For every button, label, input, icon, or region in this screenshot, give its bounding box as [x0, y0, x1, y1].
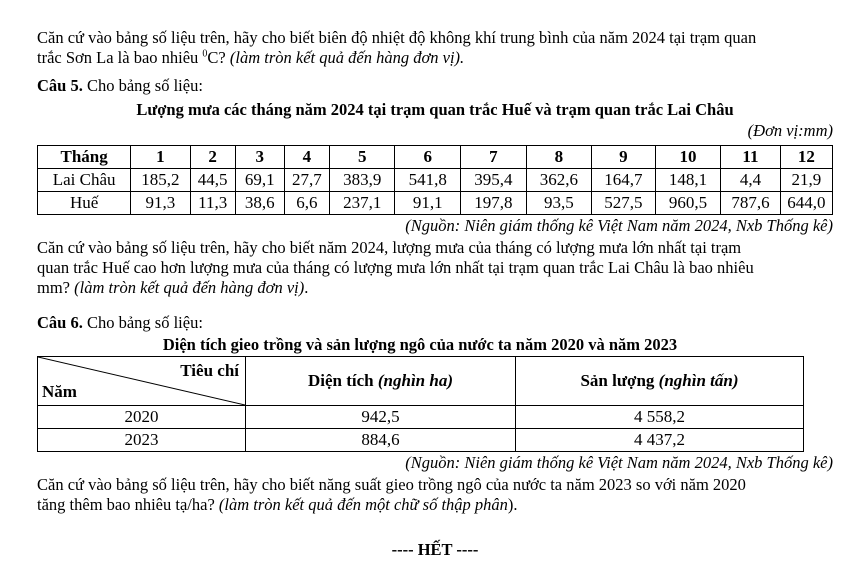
table-cell: 185,2 [131, 169, 190, 192]
row-label: Lai Châu [38, 169, 131, 192]
q4-line1: Căn cứ vào bảng số liệu trên, hãy cho biết biên độ nhiệt độ không khí trung bình của năm 2024 tại trạm quan [37, 28, 757, 47]
corn-table-title: Diện tích gieo trồng và sản lượng ngô của nước ta năm 2020 và năm 2023 [162, 335, 678, 354]
table-cell: 4,4 [721, 169, 780, 192]
rainfall-table-unit: (Đơn vị:mm) [747, 121, 833, 140]
table-cell: 21,9 [780, 169, 832, 192]
header-cell: 5 [329, 146, 395, 169]
header-cell: 8 [526, 146, 592, 169]
table-row [38, 406, 804, 429]
table-cell: 148,1 [655, 169, 721, 192]
corn-header-row [38, 357, 804, 406]
table-row [38, 169, 833, 192]
header-cell: 2 [190, 146, 235, 169]
table-cell: 383,9 [329, 169, 395, 192]
table-cell: 164,7 [592, 169, 656, 192]
header-cell: 11 [721, 146, 780, 169]
rainfall-header-row [38, 146, 833, 169]
corner-year-label: Năm [42, 382, 77, 401]
table-row [38, 192, 833, 215]
table-cell: 44,5 [190, 169, 235, 192]
rainfall-table [37, 145, 833, 215]
header-cell: 6 [395, 146, 461, 169]
table-cell: 362,6 [526, 169, 592, 192]
table-cell: 527,5 [592, 192, 656, 215]
table-cell: 4 558,2 [516, 406, 804, 429]
table-cell: 395,4 [461, 169, 527, 192]
question-6-heading: Câu 6. Cho bảng số liệu: [37, 313, 203, 332]
corner-header-cell [38, 357, 246, 406]
question-5-heading: Câu 5. Cho bảng số liệu: [37, 76, 203, 95]
q6-line1: Căn cứ vào bảng số liệu trên, hãy cho biết năng suất gieo trồng ngô của nước ta năm 2023 so với năm 2020 [37, 475, 746, 494]
table-cell: 93,5 [526, 192, 592, 215]
table-row [38, 429, 804, 452]
corner-criteria-label: Tiêu chí [180, 361, 239, 380]
header-cell: 1 [131, 146, 190, 169]
table-cell: 38,6 [235, 192, 284, 215]
table-cell: 197,8 [461, 192, 527, 215]
header-area-cell: Diện tích (nghìn ha) [246, 357, 516, 406]
table-cell: 237,1 [329, 192, 395, 215]
q5-line2: quan trắc Huế cao hơn lượng mưa của tháng có lượng mưa lớn nhất tại trạm quan trắc Lai Châu là bao nhiêu [37, 258, 754, 277]
table-cell: 942,5 [246, 406, 516, 429]
corn-table-source: (Nguồn: Niên giám thống kê Việt Nam năm 2024, Nxb Thống kê) [405, 453, 833, 472]
header-cell: 7 [461, 146, 527, 169]
table-cell: 541,8 [395, 169, 461, 192]
header-cell: 4 [284, 146, 329, 169]
q5-label: Câu 5. [37, 76, 83, 95]
row-label: Huế [38, 192, 131, 215]
q4-line2: trắc Sơn La là bao nhiêu $^0$C? (làm tròn kết quả đến hàng đơn vị). [37, 48, 465, 67]
table-cell: 91,1 [395, 192, 461, 215]
table-cell: 787,6 [721, 192, 780, 215]
table-cell: 960,5 [655, 192, 721, 215]
table-cell: 644,0 [780, 192, 832, 215]
question-5-text [37, 238, 833, 298]
table-cell: 11,3 [190, 192, 235, 215]
q6-line2: tăng thêm bao nhiêu tạ/ha? (làm tròn kết quả đến một chữ số thập phân). [37, 495, 518, 514]
table-cell: 69,1 [235, 169, 284, 192]
rainfall-table-title: Lượng mưa các tháng năm 2024 tại trạm quan trắc Huế và trạm quan trắc Lai Châu [136, 100, 734, 119]
rainfall-table-source: (Nguồn: Niên giám thống kê Việt Nam năm 2024, Nxb Thống kê) [405, 216, 833, 235]
year-cell: 2020 [38, 406, 246, 429]
year-cell: 2023 [38, 429, 246, 452]
header-cell: 9 [592, 146, 656, 169]
q6-label: Câu 6. [37, 313, 83, 332]
header-cell: 12 [780, 146, 832, 169]
header-output-cell: Sản lượng (nghìn tấn) [516, 357, 804, 406]
q5-line3: mm? (làm tròn kết quả đến hàng đơn vị). [37, 278, 309, 297]
table-cell: 27,7 [284, 169, 329, 192]
table-cell: 6,6 [284, 192, 329, 215]
table-cell: 884,6 [246, 429, 516, 452]
table-cell: 4 437,2 [516, 429, 804, 452]
question-6-text [37, 475, 833, 515]
corn-table [37, 356, 804, 452]
header-cell: 10 [655, 146, 721, 169]
question-4-text [37, 28, 833, 68]
end-marker: ---- HẾT ---- [391, 540, 479, 559]
table-cell: 91,3 [131, 192, 190, 215]
q5-line1: Căn cứ vào bảng số liệu trên, hãy cho biết năm 2024, lượng mưa của tháng có lượng mưa lớn nhất tại trạm [37, 238, 742, 257]
header-cell: Tháng [38, 146, 131, 169]
header-cell: 3 [235, 146, 284, 169]
